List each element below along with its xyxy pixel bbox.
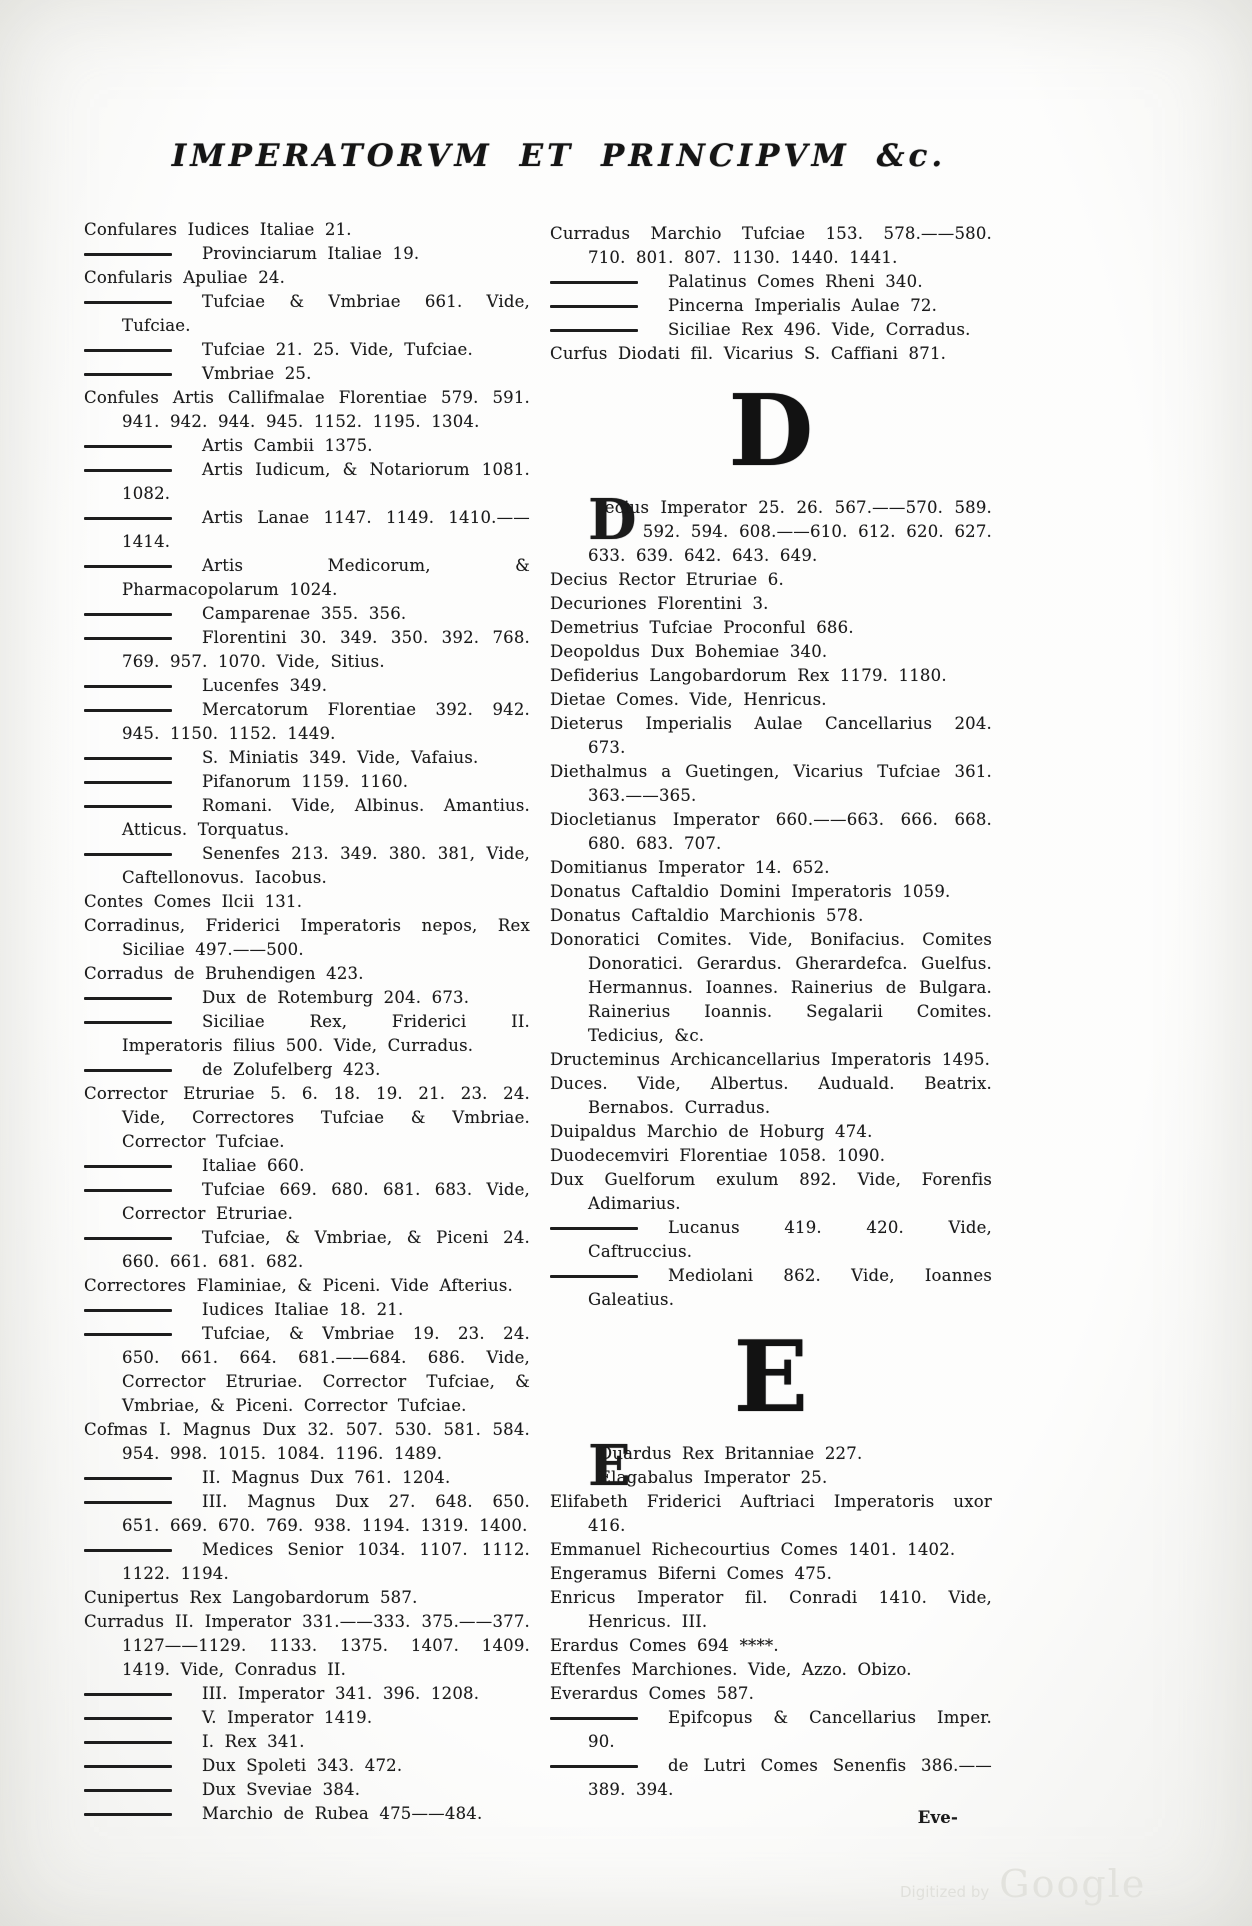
watermark-prefix-text: Digitized by bbox=[900, 1883, 990, 1901]
index-entry: Mediolani 862. Vide, Ioannes Galeatius. bbox=[550, 1264, 992, 1312]
ditto-dash bbox=[84, 1693, 172, 1696]
ditto-dash bbox=[84, 1765, 172, 1768]
index-entry: Confularis Apuliae 24. bbox=[84, 268, 286, 287]
index-entry: Tufciae 21. 25. Vide, Tufciae. bbox=[84, 338, 530, 362]
ditto-dash bbox=[84, 1813, 172, 1816]
index-entry: III. Imperator 341. 396. 1208. bbox=[84, 1682, 530, 1706]
index-entry: Senenfes 213. 349. 380. 381, Vide, Caftellonovus. Iacobus. bbox=[84, 842, 530, 890]
page-header-title: IMPERATORVM ET PRINCIPVM &c. bbox=[171, 138, 947, 174]
index-entry: Dux Spoleti 343. 472. bbox=[84, 1754, 530, 1778]
index-entry: Contes Comes Ilcii 131. bbox=[84, 892, 303, 911]
ditto-dash bbox=[550, 281, 638, 284]
ditto-dash bbox=[84, 709, 172, 712]
ditto-dash bbox=[84, 373, 172, 376]
index-entry: Lucanus 419. 420. Vide, Caftruccius. bbox=[550, 1216, 992, 1264]
ditto-dash bbox=[84, 637, 172, 640]
ditto-dash bbox=[84, 685, 172, 688]
index-entry: Eftenfes Marchiones. Vide, Azzo. Obizo. bbox=[550, 1660, 912, 1679]
index-entry: Romani. Vide, Albinus. Amantius. Atticus. Torquatus. bbox=[84, 794, 530, 842]
ditto-dash bbox=[84, 1237, 172, 1240]
index-entry: Erardus Comes 694 ****. bbox=[550, 1636, 779, 1655]
index-entry: Demetrius Tufciae Proconful 686. bbox=[550, 618, 854, 637]
index-entry: Confules Artis Callifmalae Florentiae 579. 591. 941. 942. 944. 945. 1152. 1195. 1304. bbox=[84, 388, 530, 431]
index-entry: de Lutri Comes Senenfis 386.——389. 394. bbox=[550, 1754, 992, 1802]
index-entry: Enricus Imperator fil. Conradi 1410. Vide, Henricus. III. bbox=[550, 1588, 992, 1631]
google-digitization-watermark bbox=[900, 1862, 1200, 1906]
index-entry: Curradus II. Imperator 331.——333. 375.——377. 1127——1129. 1133. 1375. 1407. 1409. 1419. Vide, Conradus II. bbox=[84, 1612, 530, 1679]
ditto-dash bbox=[84, 1549, 172, 1552]
index-entry: Medices Senior 1034. 1107. 1112. 1122. 1194. bbox=[84, 1538, 530, 1586]
ditto-dash bbox=[84, 445, 172, 448]
index-entry: Corradinus, Friderici Imperatoris nepos, Rex Siciliae 497.——500. bbox=[84, 916, 530, 959]
ditto-dash bbox=[84, 253, 172, 256]
index-entry: Decius Rector Etruriae 6. bbox=[550, 570, 784, 589]
index-entry: Pifanorum 1159. 1160. bbox=[84, 770, 530, 794]
index-entry: Siciliae Rex 496. Vide, Corradus. bbox=[550, 318, 992, 342]
google-logo-text: Google bbox=[999, 1862, 1147, 1906]
index-entry: Italiae 660. bbox=[84, 1154, 530, 1178]
drop-cap-letter: D bbox=[588, 487, 637, 553]
catchword: Eve- bbox=[917, 1808, 958, 1827]
index-entry: Confulares Iudices Italiae 21. bbox=[84, 220, 352, 239]
index-entry: Emmanuel Richecourtius Comes 1401. 1402. bbox=[550, 1540, 956, 1559]
index-entry: V. Imperator 1419. bbox=[84, 1706, 530, 1730]
ditto-dash bbox=[550, 329, 638, 332]
entry-text: ecius Imperator 25. 26. 567.——570. 589. 592. 594. 608.——610. 612. 620. 627. 633. 639. 642. 643. 649. bbox=[588, 498, 992, 565]
ditto-dash bbox=[84, 517, 172, 520]
index-entry: Iudices Italiae 18. 21. bbox=[84, 1298, 530, 1322]
drop-cap-letter: E bbox=[588, 1433, 631, 1499]
index-entry: Everardus Comes 587. bbox=[550, 1684, 755, 1703]
index-entry: Palatinus Comes Rheni 340. bbox=[550, 270, 992, 294]
ditto-dash bbox=[84, 613, 172, 616]
index-entry: Decuriones Florentini 3. bbox=[550, 594, 769, 613]
ditto-dash bbox=[84, 1333, 172, 1336]
index-entry: Donatus Caftaldio Marchionis 578. bbox=[550, 906, 864, 925]
index-entry: Cunipertus Rex Langobardorum 587. bbox=[84, 1588, 418, 1607]
index-entry: Dux de Rotemburg 204. 673. bbox=[84, 986, 530, 1010]
index-entry: Tufciae, & Vmbriae 19. 23. 24. 650. 661. 664. 681.——684. 686. Vide, Corrector Etruriae. Corrector Tufciae, & Vmbriae, & Piceni. Corrector Tufciae. bbox=[84, 1322, 530, 1418]
index-entry: Dux Guelforum exulum 892. Vide, Forenfis Adimarius. bbox=[550, 1170, 992, 1213]
ditto-dash bbox=[84, 1165, 172, 1168]
index-entry: Deopoldus Dux Bohemiae 340. bbox=[550, 642, 828, 661]
index-entry: Corrector Etruriae 5. 6. 18. 19. 21. 23. 24. Vide, Correctores Tufciae & Vmbriae. Corrector Tufciae. bbox=[84, 1084, 530, 1151]
index-entry: Correctores Flaminiae, & Piceni. Vide Afterius. bbox=[84, 1276, 513, 1295]
index-entry: Artis Cambii 1375. bbox=[84, 434, 530, 458]
index-entry: Engeramus Biferni Comes 475. bbox=[550, 1564, 833, 1583]
index-entry: Duipaldus Marchio de Hoburg 474. bbox=[550, 1122, 873, 1141]
index-entry: Domitianus Imperator 14. 652. bbox=[550, 858, 830, 877]
ditto-dash bbox=[550, 1765, 638, 1768]
index-entry: Dructeminus Archicancellarius Imperatoris 1495. bbox=[550, 1050, 991, 1069]
index-entry: I. Rex 341. bbox=[84, 1730, 530, 1754]
index-entry: Dieterus Imperialis Aulae Cancellarius 204. 673. bbox=[550, 714, 992, 757]
index-entry: Tufciae, & Vmbriae, & Piceni 24. 660. 661. 681. 682. bbox=[84, 1226, 530, 1274]
index-entry: Duces. Vide, Albertus. Auduald. Beatrix. Bernabos. Curradus. bbox=[550, 1074, 992, 1117]
index-entry: Elagabalus Imperator 25. bbox=[598, 1468, 828, 1487]
index-entry: Diocletianus Imperator 660.——663. 666. 668. 680. 683. 707. bbox=[550, 810, 992, 853]
index-entry: Dietae Comes. Vide, Henricus. bbox=[550, 690, 827, 709]
index-entry: Tufciae & Vmbriae 661. Vide, Tufciae. bbox=[84, 290, 530, 338]
index-column-left bbox=[84, 218, 530, 1826]
ditto-dash bbox=[84, 805, 172, 808]
index-entry: Epifcopus & Cancellarius Imper. 90. bbox=[550, 1706, 992, 1754]
index-entry: II. Magnus Dux 761. 1204. bbox=[84, 1466, 530, 1490]
ditto-dash bbox=[84, 1477, 172, 1480]
ditto-dash bbox=[84, 1741, 172, 1744]
index-entry: Defiderius Langobardorum Rex 1179. 1180. bbox=[550, 666, 947, 685]
ditto-dash bbox=[84, 1789, 172, 1792]
index-entry: Elifabeth Friderici Auftriaci Imperatoris uxor 416. bbox=[550, 1492, 992, 1535]
index-entry: Donoratici Comites. Vide, Bonifacius. Comites Donoratici. Gerardus. Gherardefca. Guelfus. Hermannus. Ioannes. Rainerius de Bulgara. Rainerius Ioannis. Segalarii Comites. Tedicius, &c. bbox=[550, 930, 992, 1045]
index-entry: Cofmas I. Magnus Dux 32. 507. 530. 581. 584. 954. 998. 1015. 1084. 1196. 1489. bbox=[84, 1420, 530, 1463]
index-entry: Curradus Marchio Tufciae 153. 578.——580. 710. 801. 807. 1130. 1440. 1441. bbox=[550, 224, 992, 267]
entry-text: Duardus Rex Britanniae 227. bbox=[598, 1444, 863, 1463]
index-column-right bbox=[550, 222, 992, 1830]
index-entry: Donatus Caftaldio Domini Imperatoris 1059. bbox=[550, 882, 951, 901]
index-entry: Lucenfes 349. bbox=[84, 674, 530, 698]
index-entry: Dux Sveviae 384. bbox=[84, 1778, 530, 1802]
index-entry: III. Magnus Dux 27. 648. 650. 651. 669. 670. 769. 938. 1194. 1319. 1400. bbox=[84, 1490, 530, 1538]
ditto-dash bbox=[84, 1501, 172, 1504]
ditto-dash bbox=[84, 757, 172, 760]
index-entry: Artis Iudicum, & Notariorum 1081. 1082. bbox=[84, 458, 530, 506]
index-entry: Tufciae 669. 680. 681. 683. Vide, Corrector Etruriae. bbox=[84, 1178, 530, 1226]
ditto-dash bbox=[550, 305, 638, 308]
ditto-dash bbox=[84, 853, 172, 856]
ditto-dash bbox=[550, 1275, 638, 1278]
index-entry: Camparenae 355. 356. bbox=[84, 602, 530, 626]
ditto-dash bbox=[84, 565, 172, 568]
index-entry: Siciliae Rex, Friderici II. Imperatoris filius 500. Vide, Curradus. bbox=[84, 1010, 530, 1058]
ditto-dash bbox=[84, 1069, 172, 1072]
index-entry: Marchio de Rubea 475——484. bbox=[84, 1802, 530, 1826]
ditto-dash bbox=[84, 997, 172, 1000]
index-entry: Artis Lanae 1147. 1149. 1410.——1414. bbox=[84, 506, 530, 554]
ditto-dash bbox=[84, 1309, 172, 1312]
section-letter-d: D bbox=[728, 374, 814, 489]
ditto-dash bbox=[84, 349, 172, 352]
section-letter-e: E bbox=[733, 1320, 809, 1435]
ditto-dash bbox=[84, 1717, 172, 1720]
index-entry bbox=[550, 487, 992, 568]
index-entry: Corradus de Bruhendigen 423. bbox=[84, 964, 364, 983]
index-entry: Vmbriae 25. bbox=[84, 362, 530, 386]
ditto-dash bbox=[550, 1227, 638, 1230]
index-entry: Duodecemviri Florentiae 1058. 1090. bbox=[550, 1146, 886, 1165]
ditto-dash bbox=[84, 1021, 172, 1024]
index-entry: Diethalmus a Guetingen, Vicarius Tufciae 361. 363.——365. bbox=[550, 762, 992, 805]
index-entry: Curfus Diodati fil. Vicarius S. Caffiani 871. bbox=[550, 344, 947, 363]
index-entry: Mercatorum Florentiae 392. 942. 945. 1150. 1152. 1449. bbox=[84, 698, 530, 746]
ditto-dash bbox=[550, 1717, 638, 1720]
index-entry: de Zolufelberg 423. bbox=[84, 1058, 530, 1082]
ditto-dash bbox=[84, 469, 172, 472]
index-entry: Provinciarum Italiae 19. bbox=[84, 242, 530, 266]
index-entry: Pincerna Imperialis Aulae 72. bbox=[550, 294, 992, 318]
index-entry: Florentini 30. 349. 350. 392. 768. 769. 957. 1070. Vide, Sitius. bbox=[84, 626, 530, 674]
ditto-dash bbox=[84, 301, 172, 304]
index-entry: Artis Medicorum, & Pharmacopolarum 1024. bbox=[84, 554, 530, 602]
ditto-dash bbox=[84, 781, 172, 784]
index-entry: S. Miniatis 349. Vide, Vafaius. bbox=[84, 746, 530, 770]
ditto-dash bbox=[84, 1189, 172, 1192]
